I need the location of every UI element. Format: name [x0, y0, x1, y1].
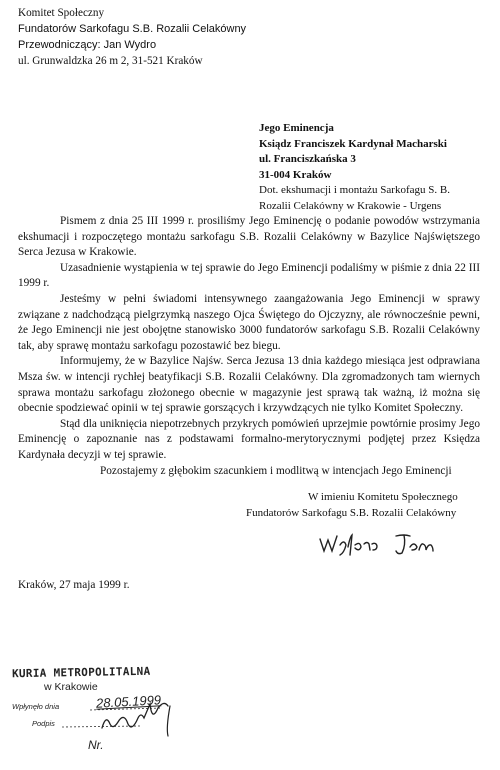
closing-paragraph: Pozostajemy z głębokim szacunkiem i modlitwą w intencjach Jego Eminencji — [100, 464, 452, 477]
stamp-number-label: Nr. — [88, 738, 104, 752]
recipient-block — [259, 121, 489, 214]
body-paragraph-2: Uzasadnienie wystąpienia w tej sprawie do Jego Eminencji podaliśmy w piśmie z dnia 22 III 1999 r. — [18, 261, 480, 290]
stamp-city: w Krakowie — [44, 681, 98, 693]
sender-chairman: Przewodniczący: Jan Wydro — [18, 39, 157, 51]
recipient-title: Jego Eminencja — [259, 122, 334, 134]
recipient-city: 31-004 Kraków — [259, 168, 332, 181]
stamp-handwritten-initials — [10, 666, 210, 770]
stamp-received-date: 28.05.1999 — [95, 692, 162, 711]
stamp-signature-label: Podpis — [32, 719, 55, 728]
signature-line-2: Fundatorów Sarkofagu S.B. Rozalii Celakówny — [246, 506, 457, 519]
letter-body — [18, 214, 480, 479]
signature-block — [246, 490, 496, 521]
signature-line-1: W imieniu Komitetu Społecznego — [308, 491, 458, 503]
subject-line-1: Dot. ekshumacji i montażu Sarkofagu S. B. — [259, 184, 450, 196]
stamp-institution: KURIA METROPOLITALNA — [11, 664, 151, 681]
sender-address: ul. Grunwaldzka 26 m 2, 31-521 Kraków — [18, 55, 203, 67]
body-paragraph-4: Informujemy, że w Bazylice Najśw. Serca Jezusa 13 dnia każdego miesiąca jest odprawiana Msza św. w intencji rychłej beatyfikacji S.B. Rozalii Celakówny. Dla zgromadzonych tam wiernych sprawa montażu sarkofagu złożonego obecnie w magazynie jest sprawą tak ważną, iż można się obecnie spodziewać opinii w tej sprawie gorszących i krzywdzących nie tylko Komitet Społeczny. — [18, 355, 480, 415]
sender-organization-full: Fundatorów Sarkofagu S.B. Rozalii Celakówny — [18, 23, 247, 35]
curia-receipt-stamp — [10, 666, 210, 770]
subject-line-2: Rozalii Celakówny w Krakowie - Urgens — [259, 199, 442, 212]
handwritten-signature — [318, 531, 448, 557]
body-paragraph-1: Pismem z dnia 25 III 1999 r. prosiliśmy Jego Eminencję o podanie powodów wstrzymania ekshumacji i rozpoczętego montażu sarkofagu S.B. Rozalii Celakówny w Bazylice Najświętszego Serca Jezusa w Krakowie. — [18, 215, 480, 259]
recipient-street: ul. Franciszkańska 3 — [259, 153, 356, 165]
sender-organization: Komitet Społeczny — [18, 7, 105, 19]
stamp-received-label: Wpłynęło dnia — [12, 702, 60, 711]
body-paragraph-3: Jesteśmy w pełni świadomi intensywnego zaangażowania Jego Eminencji w sprawy związane z nadchodzącą pielgrzymką naszego Ojca Świętego do Ojczyzny, ale równocześnie pewni, że Jego Eminencji nie jest obojętne stanowisko 3000 fundatorów sarkofagu S.B. Rozalii Celakówny tak, aby sprawę montażu sarkofagu pozostawić bez biegu. — [18, 292, 480, 352]
sender-block — [18, 5, 338, 69]
recipient-name: Ksiądz Franciszek Kardynał Macharski — [259, 137, 447, 150]
body-paragraph-5: Stąd dla uniknięcia niepotrzebnych przykrych pomówień uprzejmie powtórnie prosimy Jego Eminencję o zapoznanie nas z podstawami formalno-merytorycznymi podjętej przez Księdza Kardynała decyzji w tej sprawie. — [18, 417, 480, 461]
place-and-date: Kraków, 27 maja 1999 r. — [18, 579, 130, 591]
